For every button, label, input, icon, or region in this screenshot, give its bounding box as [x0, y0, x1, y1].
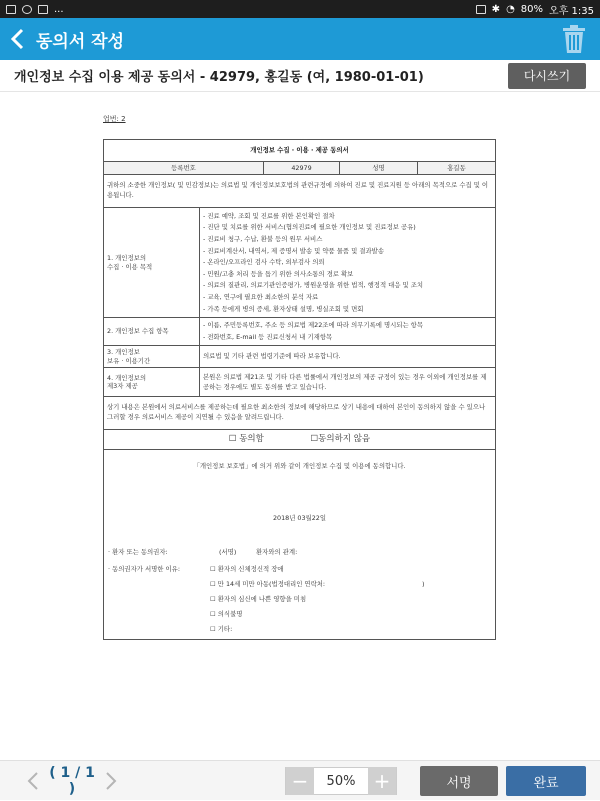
- signature-field[interactable]: (서명): [219, 548, 237, 557]
- shield-icon: [22, 5, 32, 14]
- bottom-toolbar: [0, 760, 600, 800]
- list-item: - 민원/고충 처리 등을 돕기 위한 의사소통의 경로 확보: [203, 269, 354, 278]
- section-1-label: 1. 개인정보의 수집 · 이용 목적: [104, 208, 200, 318]
- document-title: 개인정보 수집 · 이용 · 제공 동의서: [104, 140, 496, 162]
- zoom-level: 50%: [326, 773, 356, 789]
- list-item: 본원은 의료법 제21조 및 기타 다른 법률에서 개인정보의 제공 규정이 있는 경우 이외에 개인정보를 제공하는 경우에도 별도 동의를 받고 있습니다.: [203, 372, 487, 392]
- list-item: - 가족 등에게 병의 증세, 환자상태 설명, 병실조회 및 면회: [203, 304, 364, 313]
- chevron-right-icon: [105, 771, 117, 791]
- list-item: - 전화번호, E-mail 등 진료신청서 내 기재항목: [203, 333, 333, 342]
- list-item: - 진료비 청구, 수납, 환불 등의 원무 서비스: [203, 234, 323, 243]
- trash-icon: [560, 24, 588, 54]
- zoom-in-button[interactable]: +: [368, 767, 396, 795]
- reg-number-label: 등록번호: [104, 161, 264, 175]
- list-item: 의료법 및 기타 관련 법령기준에 따라 보유합니다.: [203, 352, 341, 361]
- reason-option[interactable]: ☐ 환자의 신체정신적 장애: [210, 565, 284, 574]
- list-item: - 교육, 연구에 필요한 최소한의 분석 자료: [203, 293, 319, 302]
- page-indicator: ( 1 / 1 ): [49, 764, 95, 797]
- name-label: 성명: [340, 161, 418, 175]
- section-4-label: 4. 개인정보의 제3자 제공: [104, 368, 200, 397]
- zoom-control: [285, 767, 397, 795]
- form-header: [0, 60, 600, 92]
- consent-date: 2018년 03월22일: [272, 514, 327, 523]
- cast-icon: [476, 5, 486, 14]
- signature-section: [104, 450, 496, 640]
- list-item: - 이름, 주민등록번호, 주소 등 의료법 제22조에 따라 의무기록에 명시되는 항목: [203, 321, 424, 330]
- more-notifications: ...: [54, 3, 64, 15]
- reason-label: · 동의권자가 서명한 이유:: [108, 565, 181, 574]
- legal-statement: 「개인정보 보호법」에 의거 위와 같이 개인정보 수집 및 이용에 동의합니다.: [193, 462, 406, 471]
- wifi-icon: ◔: [506, 3, 515, 15]
- list-item: - 진료 예약, 조회 및 진료를 위한 본인확인 절차: [203, 211, 335, 220]
- signer-label: · 환자 또는 동의권자:: [108, 548, 168, 557]
- delete-button[interactable]: [560, 24, 588, 54]
- prev-page-button[interactable]: [18, 761, 48, 801]
- notification-icon: [6, 5, 16, 14]
- relation-label: 환자와의 관계:: [256, 548, 298, 557]
- version-number: 업번: 2: [103, 115, 126, 123]
- app-title: 동의서 작성: [36, 31, 125, 52]
- reason-option[interactable]: ☐ 만 14세 미만 아동(법정대리인 연락처:: [210, 580, 326, 589]
- consent-table: [103, 139, 496, 640]
- list-item: - 온라인/오프라인 검사 수탁, 외부검사 의뢰: [203, 258, 325, 267]
- section-1-items: [200, 208, 496, 318]
- reason-option[interactable]: ☐ 기타:: [210, 625, 233, 634]
- reason-close-paren: ): [422, 580, 425, 589]
- name-value: 홍길동: [418, 161, 496, 175]
- consent-choice: [104, 429, 496, 449]
- disagree-checkbox[interactable]: ☐동의하지 않음: [310, 433, 371, 444]
- list-item: - 의료의 질관리, 의료기관인증평가, 병원운영을 위한 법적, 행정적 대응 및 조치: [203, 281, 424, 290]
- section-4-items: [200, 368, 496, 397]
- reason-option[interactable]: ☐ 의식불명: [210, 610, 243, 619]
- zoom-out-button[interactable]: −: [286, 767, 314, 795]
- reason-option[interactable]: ☐ 환자의 심신에 나쁜 영향을 미침: [210, 595, 307, 604]
- document-viewer[interactable]: [0, 93, 600, 760]
- section-2-items: [200, 317, 496, 345]
- app-bar: [0, 18, 600, 60]
- rewrite-button[interactable]: 다시쓰기: [508, 63, 586, 89]
- list-item: - 진단 및 치료를 위한 서비스(협의진료에 필요한 개인정보 및 진료정보 공유): [203, 223, 416, 232]
- reg-number-value: 42979: [264, 161, 340, 175]
- done-button[interactable]: 완료: [506, 766, 586, 796]
- sign-button[interactable]: 서명: [420, 766, 498, 796]
- section-3-label: 3. 개인정보 보유 · 이용기간: [104, 346, 200, 368]
- status-time: 오후 1:35: [549, 5, 594, 17]
- mail-icon: [38, 5, 48, 14]
- battery-level: 80%: [520, 3, 544, 15]
- status-bar: [0, 0, 600, 18]
- section-2-label: 2. 개인정보 수집 항목: [104, 317, 200, 345]
- chevron-left-icon: [10, 28, 26, 50]
- section-3-items: [200, 346, 496, 368]
- next-page-button[interactable]: [96, 761, 126, 801]
- form-title: 개인정보 수집 이용 제공 동의서 - 42979, 홍길동 (여, 1980-01-01): [14, 70, 424, 85]
- back-button[interactable]: [0, 18, 36, 60]
- bluetooth-icon: ✱: [491, 3, 501, 15]
- agree-checkbox[interactable]: ☐ 동의함: [228, 433, 264, 444]
- list-item: - 진료비계산서, 내역서, 제 증명서 발송 및 약품 물품 및 결과발송: [203, 246, 385, 255]
- intro-text: 귀하의 소중한 개인정보( 및 민감정보)는 의료법 및 개인정보보호법의 관련규정에 의하여 진료 및 진료지원 등 아래의 목적으로 수집 및 이용됩니다.: [104, 175, 496, 208]
- chevron-left-icon: [27, 771, 39, 791]
- notice-text: 상기 내용은 본원에서 의료서비스를 제공하는데 필요한 최소한의 정보에 해당하므로 상기 내용에 대하여 본인이 동의하지 않을 수 있으나 그러할 경우 의료서비스 제공이 지연될 수 있음을 알려드립니다.: [104, 396, 496, 429]
